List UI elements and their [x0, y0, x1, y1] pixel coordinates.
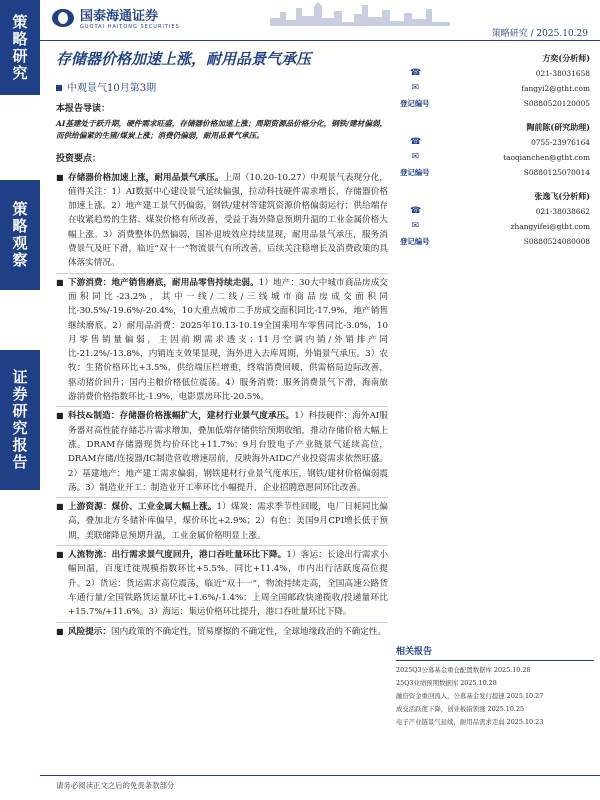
square-bullet-icon: ■: [56, 550, 64, 560]
header: [40, 0, 600, 30]
analyst-name: 方奕(分析师): [542, 53, 590, 63]
logo-en: GUOTAI HAITONG SECURITIES: [80, 24, 180, 30]
point-heading: 上游资源：煤价、工业金属大幅上涨。: [68, 502, 217, 513]
point-block: [56, 273, 388, 407]
square-bullet-icon: ■: [56, 626, 64, 636]
analyst-email[interactable]: taoqianchen@gtht.com: [503, 153, 590, 162]
registration-label: 登记编号: [400, 99, 430, 108]
point-text: 国内政策的不确定性，贸易摩擦的不确定性，全球地缘政治的不确定性。: [110, 626, 386, 637]
email-icon: ✉: [411, 221, 419, 231]
square-bullet-icon: ■: [56, 411, 64, 421]
analyst-card: [400, 119, 590, 188]
point-block: [56, 622, 388, 641]
point-heading: 人流物流：出行需求景气度回升，港口吞吐量环比下降。: [68, 550, 287, 561]
analyst-phone: 021-38031658: [535, 69, 590, 78]
point-block: [56, 497, 388, 545]
analyst-name: 张逸飞(分析师): [534, 191, 590, 201]
registration-number: S0880125070014: [523, 168, 590, 177]
related-reports: [396, 644, 594, 730]
point-block: [56, 545, 388, 621]
sidebar-tag-text: 策略观察: [10, 201, 29, 269]
square-bullet-icon: ■: [56, 502, 64, 512]
registration-label: 登记编号: [400, 237, 430, 246]
header-divider: [40, 40, 600, 41]
sidebar-tag-text: 策略研究: [10, 13, 29, 82]
point-block: [56, 169, 388, 273]
phone-icon: ☎: [410, 206, 422, 216]
sidebar-tag-observation: [0, 180, 40, 290]
analyst-email[interactable]: fangyi2@gtht.com: [521, 84, 590, 93]
sidebar-tag-text: 证券研究报告: [10, 369, 29, 471]
analyst-phone: 021-38038662: [535, 207, 590, 216]
footer-divider: [40, 775, 600, 776]
point-heading: 存储器价格加速上涨，耐用品景气承压。: [68, 172, 224, 183]
email-icon: ✉: [411, 152, 419, 162]
analyst-card: [400, 188, 590, 257]
related-report-link[interactable]: 融资资金重回流入，公募基金发行提速 2025.10.27: [396, 692, 544, 700]
analyst-email[interactable]: zhangyifei@gtht.com: [510, 222, 590, 231]
related-report-link[interactable]: 2025Q3公募基金重仓配置数据库 2025.10.28: [396, 666, 531, 674]
points-heading: 投资要点：: [56, 154, 102, 165]
related-reports-heading: 相关报告: [396, 644, 594, 661]
phone-icon: ☎: [410, 68, 422, 78]
sidebar-tag-report: [0, 350, 40, 490]
point-text: 1）科技硬件：海外AI服务器对高性能存储芯片需求增加，叠加低端存储供给预期收缩，推动存储价格大幅上涨。DRAM存储器现货均价环比+11.7%；9月台股电子产业链景气延续高位，DRAM存储/连接器/IC制造营收增速居前，反映海外AIDC产业投资需求依然旺盛。2）基建地产：地产建工需求偏弱，钢铁建材行业景气度承压，钢铁/建材价格偏弱震荡。3）制造业开工：制造业开工率环比小幅提升，企业招聘意愿同环比改善。: [68, 411, 388, 493]
sidebar-tag-strategy: [0, 0, 40, 95]
subtitle-text: 中观景气10月第3期: [67, 83, 157, 94]
main-content: [56, 98, 388, 641]
point-block: [56, 406, 388, 497]
logo-cn: 国泰海通证券: [80, 9, 159, 24]
related-report-link[interactable]: 成交活跃度下降，创业板指领涨 2025.10.25: [396, 705, 525, 713]
point-heading: 科技&制造：存储器价格涨幅扩大，建材行业景气度承压。: [68, 411, 295, 422]
analyst-card: [400, 50, 590, 119]
related-report-link[interactable]: 电子产业链景气延续，耐用品需求走弱 2025.10.23: [396, 718, 544, 726]
analyst-panel: [400, 50, 590, 257]
skyline-icon: [270, 2, 450, 26]
guide-heading: 本报告导读：: [56, 104, 111, 114]
related-report-link[interactable]: 25Q3业绩预期数据库 2025.10.28: [396, 679, 497, 687]
registration-number: S0880524080008: [523, 237, 590, 246]
disclaimer-footer: 请务必阅读正文之后的免责条款部分: [56, 781, 175, 790]
report-title: 存储器价格加速上涨，耐用品景气承压: [56, 50, 312, 68]
point-text: 1）客运：长途出行需求小幅回温，百度迁徙规模指数环比+5.5%，同比+11.4%，市内出行活跃度高位提升。2）货运：货运需求高位震荡，临近“双十一”，物流持续走高，全国高速公路货车通行量/全国铁路货运量环比+1.6%/-1.4%；上周全国邮政快递揽收/投递量环比+15.7%/+11.6%。3）海运：集运价格环比提升，港口吞吐量环比下降。: [68, 550, 388, 618]
point-text: 上周（10.20-10.27）中观景气表现分化，值得关注：1）AI数据中心建设景气延续偏强，拉动科技硬件需求增长，存储器价格加速上涨。2）地产建工景气仍偏弱，钢铁/建材等建筑资源价格偏弱运行；供给端存在收紧趋势的生猪、煤炭价格有所改善，受益于海外降息预期升温的工业金属价格大幅上涨。3）消费整体仍然偏弱，国补退坡效应持续显现，耐用品景气承压，服务消费景气及旺下滑，临近“双十一”物流景气有所改善，后续关注稳增长及消费政策的具体落实情况。: [68, 172, 388, 269]
point-text: 1）地产：30大中城市商品房成交面积同比-23.2%，其中一线/二线/三线城市商品房成交面积同比-30.5%/-19.6%/-20.4%，10大重点城市二手房成交面积同比-17.9%，地产销售继续磨底。2）耐用品消费：2025年10.13-10.19全国乘用车零售同比-3.0%，10月零售销量偏弱，主因前期需求透支；11月空调内销/外销排产同比-21.2%/-13.8%，内销连支效果显现，海外进入去库周期，外销景气承压。3）农牧：生猪价格环比+3.5%，供给端压栏增重，终端消费回暖，供需格局边际改善，驱动猪价回升；国内主粮价格低位震荡。4）服务消费：服务消费景气下滑，海南旅游消费价格指数环比-1.9%，电影票房环比-20.5%。: [68, 277, 388, 403]
logo-icon: [52, 9, 74, 27]
point-text: 1）煤炭：需求季节性回暖，电厂日耗同比偏高，叠加北方冬储补库偏早，煤价环比+2.9%；2）有色：美国9月CPI增长低于预期，美联储降息预期升温，工业金属价格明显上涨。: [68, 502, 388, 541]
guide-text: AI基建处于跃升期，硬件需求旺盛，存储器价格加速上涨；周期资源品价格分化，钢铁/建材偏弱，而供给偏紧的生猪/煤炭上涨；消费仍偏弱，耐用品景气承压。: [56, 119, 388, 141]
report-category-date: 策略研究 / 2025.10.29: [491, 29, 588, 39]
phone-icon: ☎: [410, 137, 422, 147]
analyst-phone: 0755-23976164: [531, 138, 590, 147]
point-heading: 风险提示：: [68, 626, 111, 637]
square-bullet-icon: [56, 85, 62, 91]
analyst-name: 陶前陈(研究助理): [526, 122, 590, 132]
email-icon: ✉: [411, 83, 419, 93]
square-bullet-icon: ■: [56, 172, 64, 182]
registration-number: S0880520120005: [523, 99, 590, 108]
point-heading: 下游消费：地产销售磨底，耐用品零售持续走弱。: [68, 277, 259, 288]
registration-label: 登记编号: [400, 168, 430, 177]
sidebar: [0, 0, 40, 800]
company-logo: [52, 5, 180, 30]
square-bullet-icon: ■: [56, 277, 64, 287]
report-subtitle: [56, 79, 156, 94]
